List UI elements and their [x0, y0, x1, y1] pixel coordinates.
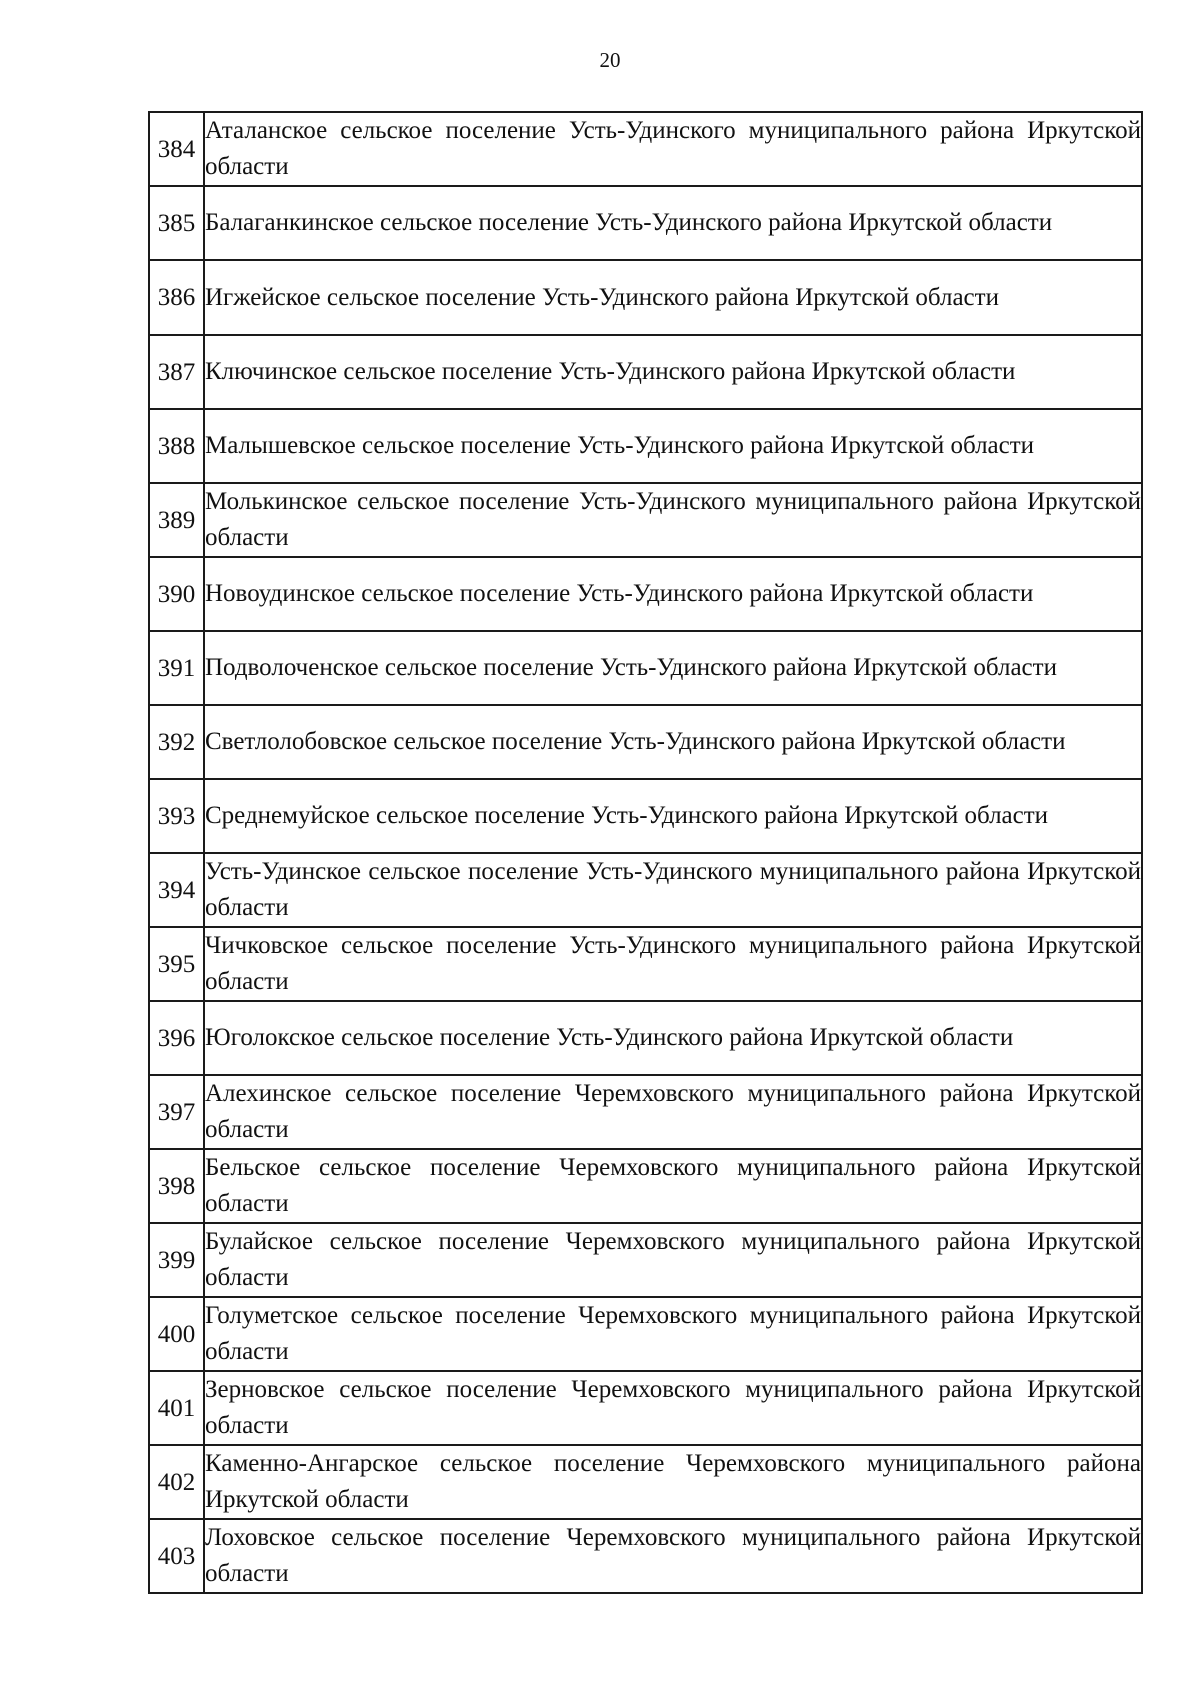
row-number: 396 [149, 1001, 204, 1075]
row-number: 395 [149, 927, 204, 1001]
table-row [149, 112, 1142, 186]
page-number: 20 [599, 48, 621, 72]
row-number: 401 [149, 1371, 204, 1445]
row-number: 384 [149, 112, 204, 186]
table-row [149, 186, 1142, 260]
table-row [149, 260, 1142, 335]
table-row [149, 483, 1142, 557]
settlement-name: Малышевское сельское поселение Усть-Удинского района Иркутской области [204, 409, 1142, 483]
row-number: 403 [149, 1519, 204, 1593]
row-number: 398 [149, 1149, 204, 1223]
table-row [149, 1223, 1142, 1297]
settlement-name: Каменно-Ангарское сельское поселение Черемховского муниципального района Иркутской области [204, 1445, 1142, 1519]
table-row [149, 779, 1142, 853]
settlement-name: Бельское сельское поселение Черемховского муниципального района Иркутской области [204, 1149, 1142, 1223]
row-number: 388 [149, 409, 204, 483]
table-row [149, 1297, 1142, 1371]
row-number: 386 [149, 260, 204, 335]
settlement-name: Чичковское сельское поселение Усть-Удинского муниципального района Иркутской области [204, 927, 1142, 1001]
row-number: 392 [149, 705, 204, 779]
settlement-name: Зерновское сельское поселение Черемховского муниципального района Иркутской области [204, 1371, 1142, 1445]
settlement-name: Балаганкинское сельское поселение Усть-Удинского района Иркутской области [204, 186, 1142, 260]
settlement-name: Игжейское сельское поселение Усть-Удинского района Иркутской области [204, 260, 1142, 335]
table-row [149, 705, 1142, 779]
row-number: 397 [149, 1075, 204, 1149]
table-row [149, 927, 1142, 1001]
row-number: 399 [149, 1223, 204, 1297]
table-row [149, 557, 1142, 631]
table-row [149, 853, 1142, 927]
settlement-name: Лоховское сельское поселение Черемховского муниципального района Иркутской области [204, 1519, 1142, 1593]
table-row [149, 1445, 1142, 1519]
table-row [149, 1519, 1142, 1593]
row-number: 402 [149, 1445, 204, 1519]
row-number: 385 [149, 186, 204, 260]
settlement-name: Голуметское сельское поселение Черемховского муниципального района Иркутской области [204, 1297, 1142, 1371]
table-row [149, 1149, 1142, 1223]
settlement-name: Новоудинское сельское поселение Усть-Удинского района Иркутской области [204, 557, 1142, 631]
row-number: 400 [149, 1297, 204, 1371]
row-number: 389 [149, 483, 204, 557]
table-row [149, 335, 1142, 409]
settlement-name: Светлолобовское сельское поселение Усть-Удинского района Иркутской области [204, 705, 1142, 779]
row-number: 390 [149, 557, 204, 631]
table-row [149, 1371, 1142, 1445]
settlement-name: Аталанское сельское поселение Усть-Удинского муниципального района Иркутской области [204, 112, 1142, 186]
table-row [149, 409, 1142, 483]
settlement-name: Булайское сельское поселение Черемховского муниципального района Иркутской области [204, 1223, 1142, 1297]
settlement-name: Юголокское сельское поселение Усть-Удинского района Иркутской области [204, 1001, 1142, 1075]
settlements-table [148, 111, 1143, 1594]
row-number: 391 [149, 631, 204, 705]
table-row [149, 1075, 1142, 1149]
row-number: 387 [149, 335, 204, 409]
row-number: 394 [149, 853, 204, 927]
settlement-name: Ключинское сельское поселение Усть-Удинского района Иркутской области [204, 335, 1142, 409]
table-row [149, 1001, 1142, 1075]
settlement-name: Подволоченское сельское поселение Усть-Удинского района Иркутской области [204, 631, 1142, 705]
table-row [149, 631, 1142, 705]
settlement-name: Алехинское сельское поселение Черемховского муниципального района Иркутской области [204, 1075, 1142, 1149]
settlement-name: Среднемуйское сельское поселение Усть-Удинского района Иркутской области [204, 779, 1142, 853]
settlement-name: Молькинское сельское поселение Усть-Удинского муниципального района Иркутской области [204, 483, 1142, 557]
settlement-name: Усть-Удинское сельское поселение Усть-Удинского муниципального района Иркутской области [204, 853, 1142, 927]
row-number: 393 [149, 779, 204, 853]
